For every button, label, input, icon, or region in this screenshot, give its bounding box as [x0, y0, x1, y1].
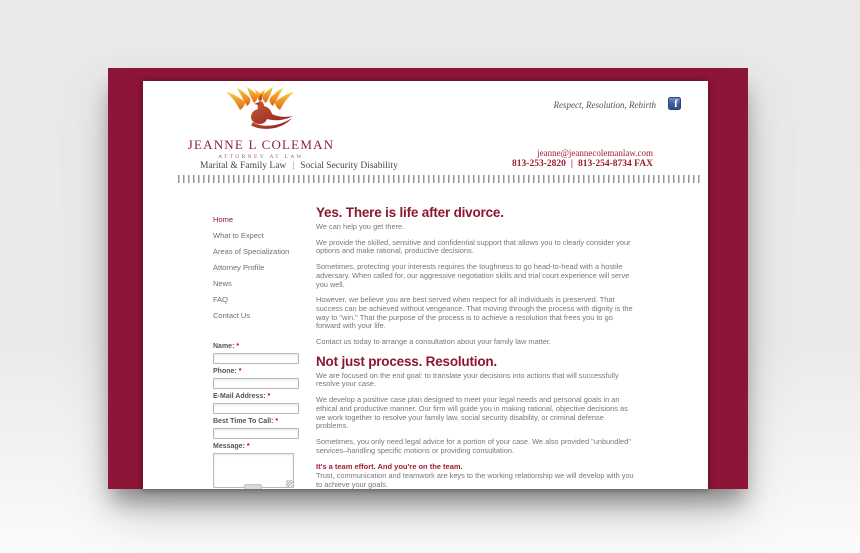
submit-button-partial[interactable]: [244, 484, 262, 489]
section-heading-resolution: Not just process. Resolution.: [316, 353, 497, 369]
resize-handle-icon[interactable]: [286, 480, 293, 487]
paragraph: We can help you get there.: [316, 222, 405, 231]
phone-separator: |: [570, 159, 573, 169]
practice-area-left: Marital & Family Law: [200, 161, 287, 171]
required-marker: *: [236, 343, 240, 350]
sidebar-item-faq[interactable]: FAQ: [213, 295, 229, 304]
phone-label: [213, 368, 309, 376]
required-marker: *: [246, 443, 250, 450]
section-heading-divorce: Yes. There is life after divorce.: [316, 205, 504, 220]
sidebar-nav: [213, 215, 313, 327]
phone-input[interactable]: [213, 378, 299, 389]
email-label-text: E-Mail Address:: [213, 393, 266, 400]
barcode-divider: [178, 175, 700, 183]
fax-number: 813-254-8734 FAX: [577, 159, 653, 169]
name-label-text: Name:: [213, 343, 235, 350]
sidebar-item-what-to-expect[interactable]: What to Expect: [213, 231, 264, 240]
message-textarea-wrap: [213, 453, 294, 488]
contact-form: [213, 343, 309, 488]
site-subtitle: ATTORNEY AT LAW: [218, 154, 304, 160]
sidebar-item-contact-us[interactable]: Contact Us: [213, 311, 251, 320]
required-marker: *: [238, 368, 242, 375]
sidebar-item-news[interactable]: News: [213, 279, 232, 288]
phone-number: 813-253-2820: [512, 159, 566, 169]
message-label: [213, 443, 309, 451]
name-input[interactable]: [213, 353, 299, 364]
sidebar-item-home[interactable]: Home: [213, 215, 234, 224]
required-marker: *: [275, 418, 279, 425]
paragraph: We develop a positive case plan designed to meet your legal needs and personal goals in an ethical and productive manner. Our firm will guide you in making rational, objective decisions as we work together to resolve your family law, social security disability, or criminal defense problems.: [316, 395, 628, 431]
paragraph: We are focused on the end goal: to translate your decisions into actions that will successfully resolve your case.: [316, 370, 619, 389]
message-label-text: Message:: [213, 443, 245, 450]
paragraph: Sometimes, protecting your interests requires the toughness to go head-to-head with a hostile adversary. When called for, our aggressive negotiation skills and trial court experience will serve you well.: [316, 262, 630, 289]
phone-label-text: Phone:: [213, 368, 237, 375]
main-content: [316, 205, 634, 489]
tagline: Respect, Resolution, Rebirth: [553, 100, 656, 110]
sidebar-item-attorney-profile[interactable]: Attorney Profile: [213, 263, 265, 272]
paragraph: Sometimes, you only need legal advice for a portion of your case. We also provided "unbundled" services–handling specific motions or providing consultation.: [316, 436, 631, 455]
sidebar-item-areas-of-specialization[interactable]: Areas of Specialization: [213, 247, 290, 256]
facebook-letter: f: [674, 98, 678, 110]
message-textarea[interactable]: [213, 453, 294, 488]
best-time-label-text: Best Time To Call:: [213, 418, 274, 425]
sub-heading-team-effort: It's a team effort. And you're on the team.: [316, 462, 463, 472]
phone-line: [512, 159, 653, 169]
name-label: [213, 343, 309, 351]
best-time-label: [213, 418, 309, 426]
practice-areas-line: [200, 161, 398, 171]
practice-area-right: Social Security Disability: [300, 161, 398, 171]
paragraph: Contact us today to arrange a consultation about your family law matter.: [316, 337, 551, 347]
site-maroon-frame: [108, 68, 748, 489]
email-label: [213, 393, 309, 401]
email-input[interactable]: [213, 403, 299, 414]
required-marker: *: [267, 393, 271, 400]
facebook-icon[interactable]: [668, 97, 681, 110]
site-logo[interactable]: [161, 87, 361, 160]
site-title: JEANNE L COLEMAN: [187, 137, 335, 152]
paragraph: We provide the skilled, sensitive and confidential support that allows you to clearly consider your options and make rational, productive decisions.: [316, 237, 631, 256]
paragraph: Trust, communication and teamwork are keys to the working relationship we will develop with you to achieve your goals.: [316, 471, 634, 489]
email-link[interactable]: jeanne@jeannecolemanlaw.com: [537, 148, 653, 158]
phoenix-icon: [216, 87, 306, 137]
webpage: [143, 81, 708, 489]
paragraph: However, we believe you are best served when respect for all individuals is preserved. That success can be achieved without vengeance. That moving through the process with dignity is the way to "win." That the purpose of the process is to achieve a resolution that frees you to go forward with your life.: [316, 295, 633, 331]
practice-separator: |: [292, 161, 295, 171]
best-time-input[interactable]: [213, 428, 299, 439]
